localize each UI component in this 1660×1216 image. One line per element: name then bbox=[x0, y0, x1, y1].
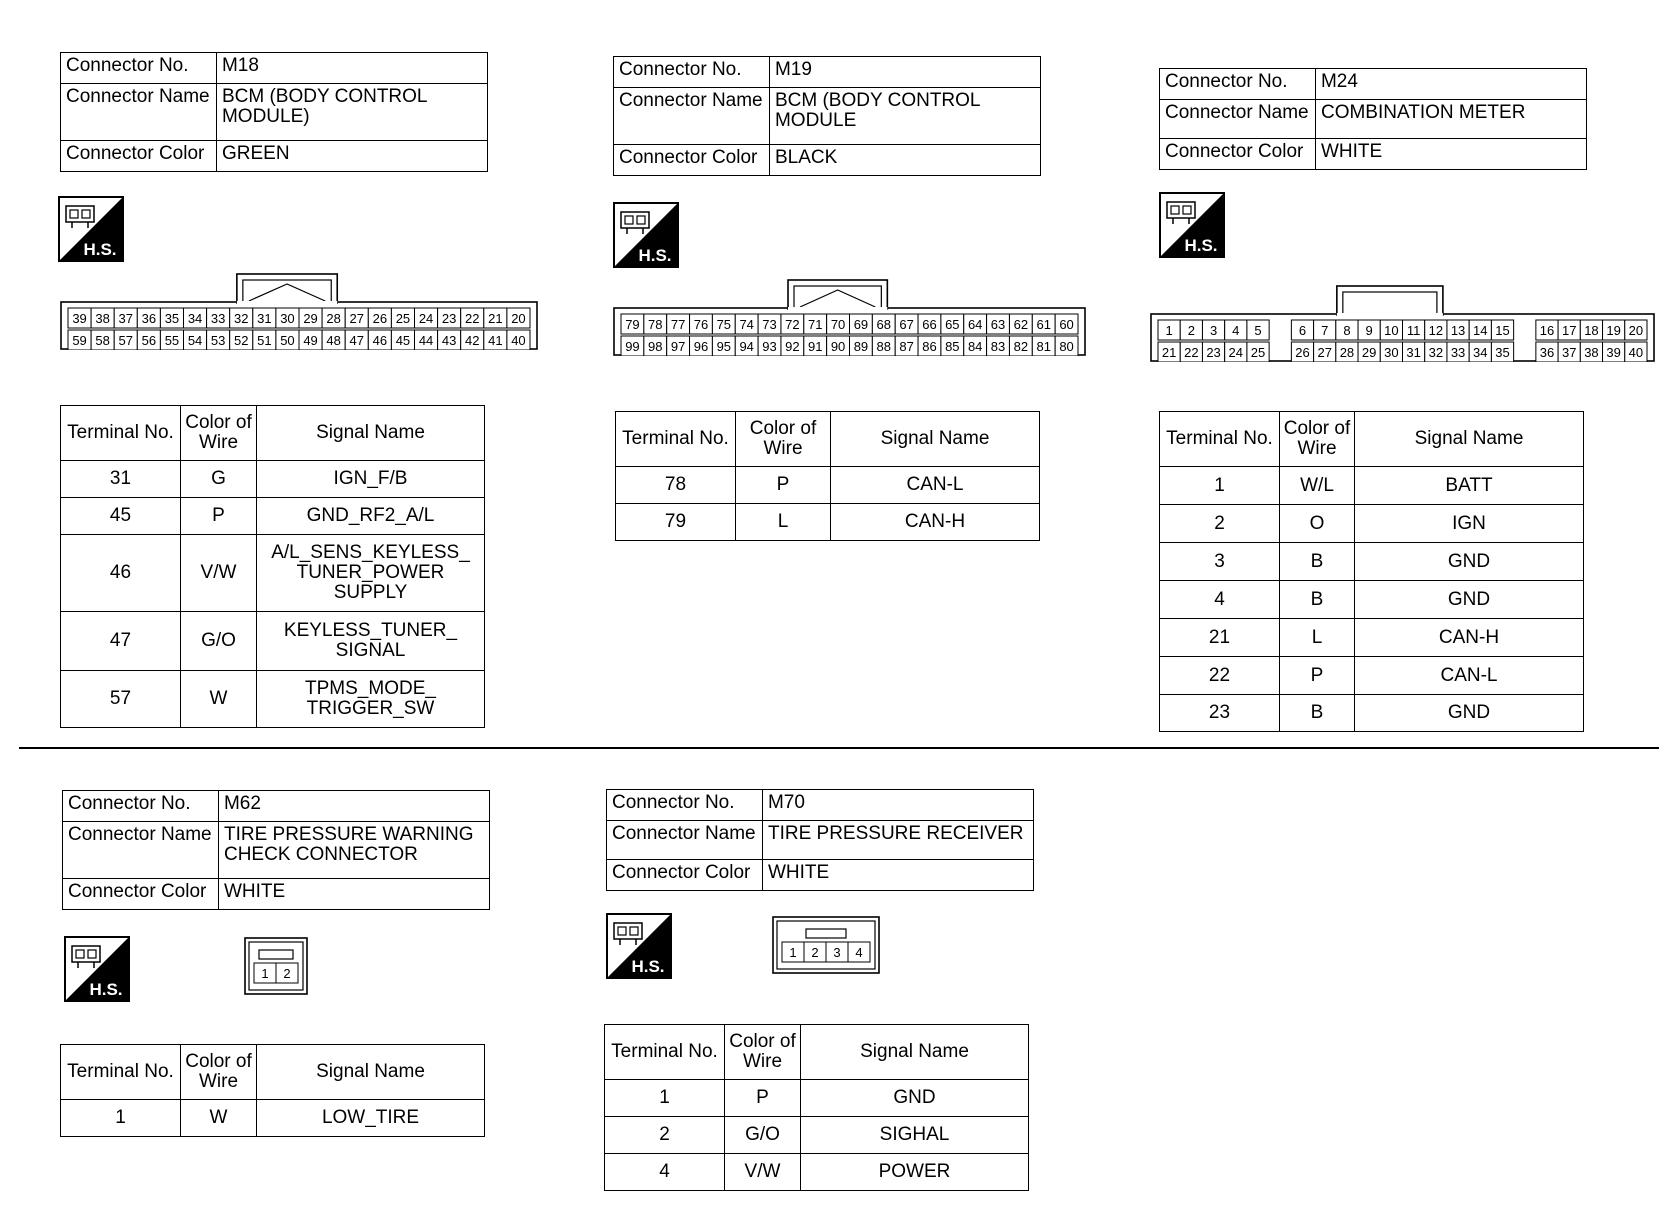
pin-number: 36 bbox=[141, 311, 157, 326]
harness-side-icon bbox=[613, 202, 679, 268]
pin-number: 57 bbox=[118, 333, 133, 348]
pin-number: 2 bbox=[283, 966, 291, 981]
pin-number: 4 bbox=[1232, 323, 1240, 338]
harness-side-icon bbox=[64, 936, 130, 1002]
signal-name: A/L_SENS_KEYLESS_ TUNER_POWER SUPPLY bbox=[257, 535, 485, 612]
pin-number: 25 bbox=[395, 311, 411, 326]
table-row bbox=[1160, 543, 1584, 581]
wire-color: P bbox=[1280, 657, 1355, 695]
pin-number: 2 bbox=[1187, 323, 1195, 338]
pin-number: 41 bbox=[488, 333, 503, 348]
pin-number: 40 bbox=[1628, 345, 1644, 360]
pin-number: 31 bbox=[1406, 345, 1421, 360]
pin-number: 16 bbox=[1539, 323, 1555, 338]
table-row bbox=[61, 1100, 485, 1137]
pin-number: 23 bbox=[441, 311, 457, 326]
connector-color-label: Connector Color bbox=[61, 141, 217, 172]
signal-name: GND_RF2_A/L bbox=[257, 498, 485, 535]
pin-number: 81 bbox=[1036, 339, 1051, 354]
signal-name-header: Signal Name bbox=[831, 412, 1040, 467]
connector-face-m19 bbox=[613, 278, 1086, 356]
terminal-no: 23 bbox=[1160, 695, 1280, 732]
signal-name: GND bbox=[801, 1080, 1029, 1117]
terminal-table bbox=[1159, 411, 1584, 732]
signal-name: GND bbox=[1355, 581, 1584, 619]
pin-number: 43 bbox=[441, 333, 457, 348]
pin-number: 20 bbox=[511, 311, 526, 326]
pin-number: 44 bbox=[418, 333, 434, 348]
terminal-no: 2 bbox=[605, 1117, 725, 1154]
wire-color: L bbox=[1280, 619, 1355, 657]
wire-color: P bbox=[181, 498, 257, 535]
pin-number: 96 bbox=[693, 339, 709, 354]
pin-number: 50 bbox=[280, 333, 295, 348]
pin-number: 64 bbox=[967, 317, 983, 332]
wire-color: L bbox=[736, 504, 831, 541]
terminal-no: 1 bbox=[605, 1080, 725, 1117]
table-row bbox=[605, 1080, 1029, 1117]
connector-no-value: M24 bbox=[1315, 69, 1586, 100]
pin-number: 60 bbox=[1059, 317, 1074, 332]
pin-number: 1 bbox=[261, 966, 269, 981]
pin-number: 58 bbox=[95, 333, 110, 348]
table-row bbox=[1160, 467, 1584, 505]
signal-name: CAN-H bbox=[1355, 619, 1584, 657]
pin-number: 72 bbox=[785, 317, 800, 332]
terminal-no: 47 bbox=[61, 612, 181, 671]
wire-color: V/W bbox=[725, 1154, 801, 1191]
pin-number: 53 bbox=[210, 333, 226, 348]
terminal-table bbox=[60, 405, 485, 728]
pin-number: 17 bbox=[1561, 323, 1577, 338]
pin-number: 3 bbox=[833, 945, 841, 960]
pin-number: 9 bbox=[1365, 323, 1373, 338]
wire-color: P bbox=[736, 467, 831, 504]
connector-no-value: M18 bbox=[216, 53, 487, 84]
pin-number: 19 bbox=[1606, 323, 1621, 338]
signal-name: GND bbox=[1355, 695, 1584, 732]
hs-label: H.S. bbox=[1184, 236, 1218, 255]
connector-no-label: Connector No. bbox=[607, 790, 763, 821]
pin-number: 34 bbox=[187, 311, 203, 326]
pin-number: 83 bbox=[990, 339, 1006, 354]
hs-label: H.S. bbox=[83, 240, 117, 259]
wire-color: P bbox=[725, 1080, 801, 1117]
pin-number: 2 bbox=[811, 945, 819, 960]
connector-no-label: Connector No. bbox=[63, 791, 219, 822]
table-row bbox=[61, 671, 485, 728]
terminal-no: 46 bbox=[61, 535, 181, 612]
pin-number: 87 bbox=[899, 339, 914, 354]
pin-number: 11 bbox=[1406, 323, 1421, 338]
pin-number: 92 bbox=[785, 339, 800, 354]
pin-number: 61 bbox=[1036, 317, 1051, 332]
wire-color: B bbox=[1280, 695, 1355, 732]
connector-no-label: Connector No. bbox=[1160, 69, 1316, 100]
wire-color: W bbox=[181, 671, 257, 728]
signal-name: LOW_TIRE bbox=[257, 1100, 485, 1137]
signal-name: CAN-H bbox=[831, 504, 1040, 541]
connector-color-label: Connector Color bbox=[63, 879, 219, 910]
connector-no-value: M19 bbox=[769, 57, 1040, 88]
pin-number: 84 bbox=[967, 339, 983, 354]
pin-number: 35 bbox=[164, 311, 180, 326]
harness-side-icon bbox=[606, 913, 672, 979]
pin-number: 68 bbox=[876, 317, 892, 332]
pin-number: 22 bbox=[1184, 345, 1199, 360]
table-row bbox=[61, 535, 485, 612]
pin-number: 36 bbox=[1539, 345, 1555, 360]
pin-number: 26 bbox=[372, 311, 388, 326]
signal-name: CAN-L bbox=[831, 467, 1040, 504]
pin-number: 12 bbox=[1428, 323, 1444, 338]
connector-no-value: M70 bbox=[762, 790, 1033, 821]
terminal-table bbox=[615, 411, 1040, 541]
table-row bbox=[61, 498, 485, 535]
hs-label: H.S. bbox=[638, 246, 672, 265]
terminal-no: 4 bbox=[1160, 581, 1280, 619]
pin-number: 3 bbox=[1209, 323, 1218, 338]
pin-number: 8 bbox=[1343, 323, 1351, 338]
pin-number: 85 bbox=[945, 339, 960, 354]
connector-info-table bbox=[613, 56, 1041, 176]
wire-color: G/O bbox=[725, 1117, 801, 1154]
signal-name: IGN bbox=[1355, 505, 1584, 543]
terminal-table bbox=[604, 1024, 1029, 1191]
pin-number: 46 bbox=[372, 333, 388, 348]
pin-number: 31 bbox=[257, 311, 272, 326]
hs-label: H.S. bbox=[631, 957, 665, 976]
pin-number: 82 bbox=[1013, 339, 1029, 354]
pin-number: 74 bbox=[739, 317, 754, 332]
terminal-no-header: Terminal No. bbox=[61, 1045, 181, 1100]
pin-number: 21 bbox=[488, 311, 503, 326]
terminal-no: 4 bbox=[605, 1154, 725, 1191]
connector-face-m70 bbox=[772, 916, 880, 974]
terminal-no: 3 bbox=[1160, 543, 1280, 581]
pin-number: 69 bbox=[853, 317, 869, 332]
terminal-no-header: Terminal No. bbox=[605, 1025, 725, 1080]
pin-number: 97 bbox=[670, 339, 686, 354]
table-row bbox=[1160, 657, 1584, 695]
pin-number: 7 bbox=[1321, 323, 1329, 338]
pin-number: 28 bbox=[326, 311, 341, 326]
pin-number: 42 bbox=[465, 333, 480, 348]
harness-side-icon bbox=[58, 196, 124, 262]
signal-name: BATT bbox=[1355, 467, 1584, 505]
pin-number: 63 bbox=[990, 317, 1006, 332]
hs-label: H.S. bbox=[89, 980, 123, 999]
pin-number: 25 bbox=[1250, 345, 1266, 360]
table-row bbox=[605, 1117, 1029, 1154]
connector-info-table bbox=[1159, 68, 1587, 170]
pin-number: 79 bbox=[625, 317, 640, 332]
pin-number: 33 bbox=[210, 311, 226, 326]
pin-number: 88 bbox=[876, 339, 892, 354]
connector-no-label: Connector No. bbox=[614, 57, 770, 88]
pin-number: 21 bbox=[1161, 345, 1177, 360]
pin-number: 80 bbox=[1059, 339, 1074, 354]
signal-name: TPMS_MODE_ TRIGGER_SW bbox=[257, 671, 485, 728]
terminal-no-header: Terminal No. bbox=[1160, 412, 1280, 467]
pin-number: 45 bbox=[395, 333, 411, 348]
table-row bbox=[605, 1154, 1029, 1191]
connector-name-value: TIRE PRESSURE WARNING CHECK CONNECTOR bbox=[218, 822, 489, 879]
connector-color-value: WHITE bbox=[218, 879, 489, 910]
pin-number: 6 bbox=[1298, 323, 1307, 338]
pin-number: 37 bbox=[118, 311, 133, 326]
terminal-no: 1 bbox=[1160, 467, 1280, 505]
table-row bbox=[1160, 695, 1584, 732]
terminal-no-header: Terminal No. bbox=[616, 412, 736, 467]
wire-color: W bbox=[181, 1100, 257, 1137]
pin-number: 1 bbox=[1165, 323, 1173, 338]
signal-name: POWER bbox=[801, 1154, 1029, 1191]
pin-number: 91 bbox=[807, 339, 823, 354]
wire-color-header: Color of Wire bbox=[736, 412, 831, 467]
connector-no-value: M62 bbox=[218, 791, 489, 822]
pin-number: 67 bbox=[899, 317, 914, 332]
pin-number: 37 bbox=[1561, 345, 1577, 360]
wire-color-header: Color of Wire bbox=[181, 406, 257, 461]
connector-name-value: BCM (BODY CONTROL MODULE) bbox=[216, 84, 487, 141]
pin-number: 71 bbox=[807, 317, 823, 332]
wire-color-header: Color of Wire bbox=[1280, 412, 1355, 467]
pin-number: 95 bbox=[716, 339, 732, 354]
pin-number: 35 bbox=[1495, 345, 1510, 360]
connector-color-value: BLACK bbox=[769, 145, 1040, 176]
pin-number: 23 bbox=[1206, 345, 1221, 360]
terminal-no: 57 bbox=[61, 671, 181, 728]
pin-number: 20 bbox=[1628, 323, 1644, 338]
table-row bbox=[616, 504, 1040, 541]
connector-color-label: Connector Color bbox=[607, 860, 763, 891]
wire-color-header: Color of Wire bbox=[725, 1025, 801, 1080]
wire-color: G/O bbox=[181, 612, 257, 671]
table-row bbox=[1160, 581, 1584, 619]
signal-name-header: Signal Name bbox=[1355, 412, 1584, 467]
section-divider bbox=[19, 747, 1659, 749]
pin-number: 70 bbox=[830, 317, 846, 332]
wire-color: B bbox=[1280, 543, 1355, 581]
pin-number: 13 bbox=[1450, 323, 1466, 338]
table-row bbox=[616, 467, 1040, 504]
signal-name-header: Signal Name bbox=[257, 406, 485, 461]
pin-number: 49 bbox=[303, 333, 318, 348]
table-row bbox=[1160, 619, 1584, 657]
pin-number: 86 bbox=[922, 339, 937, 354]
signal-name: IGN_F/B bbox=[257, 461, 485, 498]
pin-number: 76 bbox=[693, 317, 709, 332]
wire-color: G bbox=[181, 461, 257, 498]
pin-number: 59 bbox=[72, 333, 87, 348]
pin-number: 18 bbox=[1584, 323, 1599, 338]
connector-face-m24 bbox=[1150, 284, 1655, 362]
pin-number: 14 bbox=[1473, 323, 1488, 338]
connector-color-value: WHITE bbox=[1315, 139, 1586, 170]
connector-color-value: GREEN bbox=[216, 141, 487, 172]
pin-number: 54 bbox=[187, 333, 203, 348]
pin-number: 66 bbox=[922, 317, 937, 332]
pin-number: 32 bbox=[234, 311, 249, 326]
signal-name-header: Signal Name bbox=[801, 1025, 1029, 1080]
terminal-no-header: Terminal No. bbox=[61, 406, 181, 461]
wire-color: W/L bbox=[1280, 467, 1355, 505]
terminal-no: 78 bbox=[616, 467, 736, 504]
connector-no-label: Connector No. bbox=[61, 53, 217, 84]
signal-name: GND bbox=[1355, 543, 1584, 581]
signal-name-header: Signal Name bbox=[257, 1045, 485, 1100]
signal-name: SIGHAL bbox=[801, 1117, 1029, 1154]
pin-number: 48 bbox=[326, 333, 341, 348]
pin-number: 94 bbox=[739, 339, 754, 354]
pin-number: 77 bbox=[670, 317, 686, 332]
terminal-no: 21 bbox=[1160, 619, 1280, 657]
pin-number: 24 bbox=[418, 311, 434, 326]
connector-name-label: Connector Name bbox=[614, 88, 770, 145]
pin-number: 62 bbox=[1013, 317, 1029, 332]
table-row bbox=[61, 461, 485, 498]
connector-info-table bbox=[62, 790, 490, 910]
connector-name-value: BCM (BODY CONTROL MODULE bbox=[769, 88, 1040, 145]
pin-number: 47 bbox=[349, 333, 364, 348]
pin-number: 26 bbox=[1295, 345, 1310, 360]
connector-name-label: Connector Name bbox=[63, 822, 219, 879]
pin-number: 93 bbox=[762, 339, 777, 354]
pin-number: 30 bbox=[1384, 345, 1399, 360]
wire-color-header: Color of Wire bbox=[181, 1045, 257, 1100]
pin-number: 40 bbox=[511, 333, 526, 348]
signal-name: CAN-L bbox=[1355, 657, 1584, 695]
connector-color-value: WHITE bbox=[762, 860, 1033, 891]
connector-face-m62 bbox=[244, 937, 308, 995]
table-row bbox=[61, 612, 485, 671]
pin-number: 89 bbox=[853, 339, 869, 354]
pin-number: 32 bbox=[1428, 345, 1444, 360]
terminal-no: 2 bbox=[1160, 505, 1280, 543]
harness-side-icon bbox=[1159, 192, 1225, 258]
pin-number: 56 bbox=[141, 333, 157, 348]
pin-number: 98 bbox=[648, 339, 663, 354]
pin-number: 4 bbox=[855, 945, 863, 960]
pin-number: 34 bbox=[1473, 345, 1488, 360]
pin-number: 29 bbox=[1361, 345, 1377, 360]
connector-name-label: Connector Name bbox=[1160, 100, 1316, 139]
pin-number: 38 bbox=[95, 311, 110, 326]
connector-name-value: TIRE PRESSURE RECEIVER bbox=[762, 821, 1033, 860]
pin-number: 33 bbox=[1450, 345, 1466, 360]
wire-color: O bbox=[1280, 505, 1355, 543]
pin-number: 15 bbox=[1495, 323, 1510, 338]
connector-color-label: Connector Color bbox=[1160, 139, 1316, 170]
pin-number: 78 bbox=[648, 317, 663, 332]
connector-name-label: Connector Name bbox=[607, 821, 763, 860]
connector-info-table bbox=[60, 52, 488, 172]
pin-number: 5 bbox=[1254, 323, 1262, 338]
pin-number: 90 bbox=[830, 339, 846, 354]
table-row bbox=[1160, 505, 1584, 543]
connector-name-value: COMBINATION METER bbox=[1315, 100, 1586, 139]
pin-number: 27 bbox=[1317, 345, 1332, 360]
connector-color-label: Connector Color bbox=[614, 145, 770, 176]
pin-number: 30 bbox=[280, 311, 295, 326]
terminal-no: 45 bbox=[61, 498, 181, 535]
signal-name: KEYLESS_TUNER_ SIGNAL bbox=[257, 612, 485, 671]
terminal-no: 79 bbox=[616, 504, 736, 541]
terminal-table bbox=[60, 1044, 485, 1137]
pin-number: 52 bbox=[234, 333, 249, 348]
connector-name-label: Connector Name bbox=[61, 84, 217, 141]
terminal-no: 31 bbox=[61, 461, 181, 498]
pin-number: 1 bbox=[789, 945, 797, 960]
pin-number: 75 bbox=[716, 317, 732, 332]
pin-number: 38 bbox=[1584, 345, 1599, 360]
pin-number: 29 bbox=[303, 311, 318, 326]
wire-color: V/W bbox=[181, 535, 257, 612]
pin-number: 55 bbox=[164, 333, 180, 348]
pin-number: 99 bbox=[625, 339, 640, 354]
pin-number: 73 bbox=[762, 317, 777, 332]
pin-number: 22 bbox=[465, 311, 480, 326]
pin-number: 28 bbox=[1339, 345, 1355, 360]
wire-color: B bbox=[1280, 581, 1355, 619]
connector-face-m18 bbox=[60, 272, 538, 350]
pin-number: 39 bbox=[72, 311, 87, 326]
pin-number: 10 bbox=[1384, 323, 1399, 338]
terminal-no: 22 bbox=[1160, 657, 1280, 695]
pin-number: 39 bbox=[1606, 345, 1621, 360]
pin-number: 65 bbox=[945, 317, 960, 332]
pin-number: 51 bbox=[257, 333, 272, 348]
pin-number: 27 bbox=[349, 311, 364, 326]
pin-number: 24 bbox=[1228, 345, 1244, 360]
terminal-no: 1 bbox=[61, 1100, 181, 1137]
connector-info-table bbox=[606, 789, 1034, 891]
